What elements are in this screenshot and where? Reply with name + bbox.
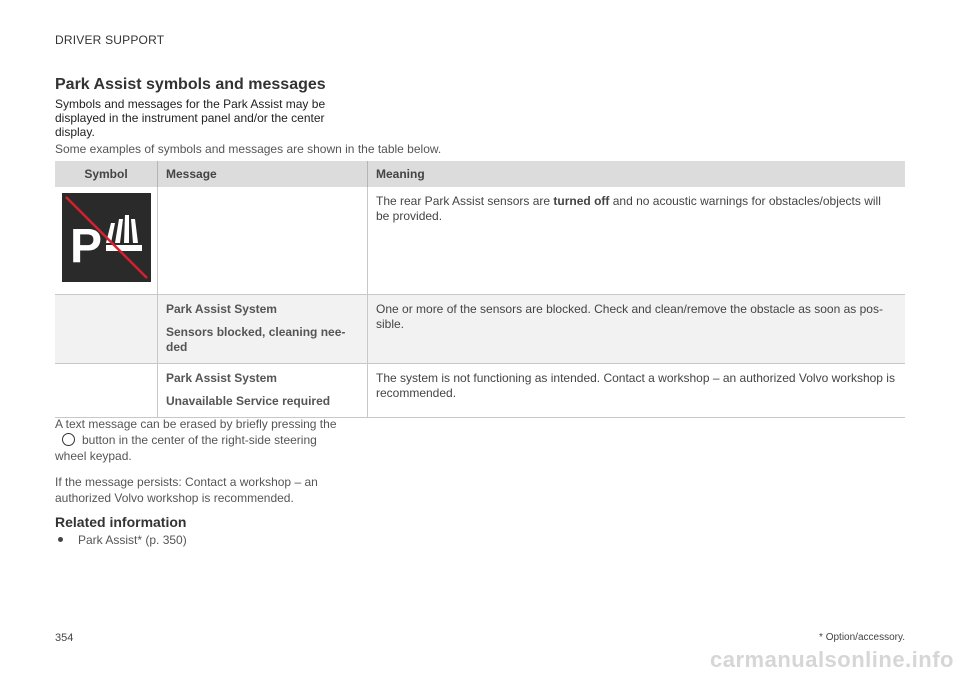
meaning-cell: The system is not functioning as intended. Contact a workshop – an authorized Volvo workshop is recommended. xyxy=(368,363,906,417)
symbol-cell-empty xyxy=(55,294,158,363)
message-detail: Unavailable Service required xyxy=(166,393,331,408)
meaning-cell xyxy=(368,187,906,294)
table-caption: Some examples of symbols and messages are shown in the table below. xyxy=(55,142,442,156)
intro-paragraph: Symbols and messages for the Park Assist may be displayed in the instrument panel and/or the center display. xyxy=(55,97,326,139)
meaning-text: and no acoustic warnings for obstacles/objects will be provided. xyxy=(376,194,881,223)
table-row xyxy=(55,294,905,363)
table-row xyxy=(55,363,905,417)
page-title: Park Assist symbols and messages xyxy=(55,76,326,93)
column-header-meaning: Meaning xyxy=(368,161,906,187)
erase-text-end: button in the center of the right-side steering wheel keypad. xyxy=(55,433,317,463)
page-number: 354 xyxy=(55,632,74,644)
message-title: Park Assist System xyxy=(166,370,277,385)
steering-wheel-button-icon xyxy=(62,433,75,446)
symbols-table xyxy=(55,161,905,418)
erase-message-paragraph xyxy=(55,416,340,464)
message-cell-empty xyxy=(158,187,368,294)
message-detail: Sensors blocked, cleaning nee-ded xyxy=(166,324,346,354)
column-header-message: Message xyxy=(158,161,368,187)
park-assist-letter: P xyxy=(69,220,102,273)
message-cell xyxy=(158,363,368,417)
park-assist-off-icon xyxy=(62,193,151,282)
message-title: Park Assist System xyxy=(166,301,277,316)
message-cell xyxy=(158,294,368,363)
symbol-cell-empty xyxy=(55,363,158,417)
footnote: * Option/accessory. xyxy=(819,632,905,643)
meaning-emphasis: turned off xyxy=(553,194,610,208)
related-information-list xyxy=(55,532,187,548)
watermark: carmanualsonline.info xyxy=(710,647,954,672)
column-header-symbol: Symbol xyxy=(55,161,158,187)
erase-text-start: A text message can be erased by briefly pressing the xyxy=(55,417,337,431)
meaning-text: The rear Park Assist sensors are xyxy=(376,194,554,208)
sensor-waves-icon xyxy=(106,215,142,251)
section-header: DRIVER SUPPORT xyxy=(55,33,165,47)
table-row xyxy=(55,187,905,294)
persist-message-paragraph: If the message persists: Contact a workshop – an authorized Volvo workshop is recommended. xyxy=(55,475,318,505)
symbol-cell xyxy=(55,187,158,294)
meaning-cell: One or more of the sensors are blocked. Check and clean/remove the obstacle as soon as pos-sible. xyxy=(368,294,906,363)
related-information-heading: Related information xyxy=(55,514,187,530)
related-link-park-assist[interactable]: Park Assist* (p. 350) xyxy=(55,532,187,548)
table-header-row xyxy=(55,161,905,187)
